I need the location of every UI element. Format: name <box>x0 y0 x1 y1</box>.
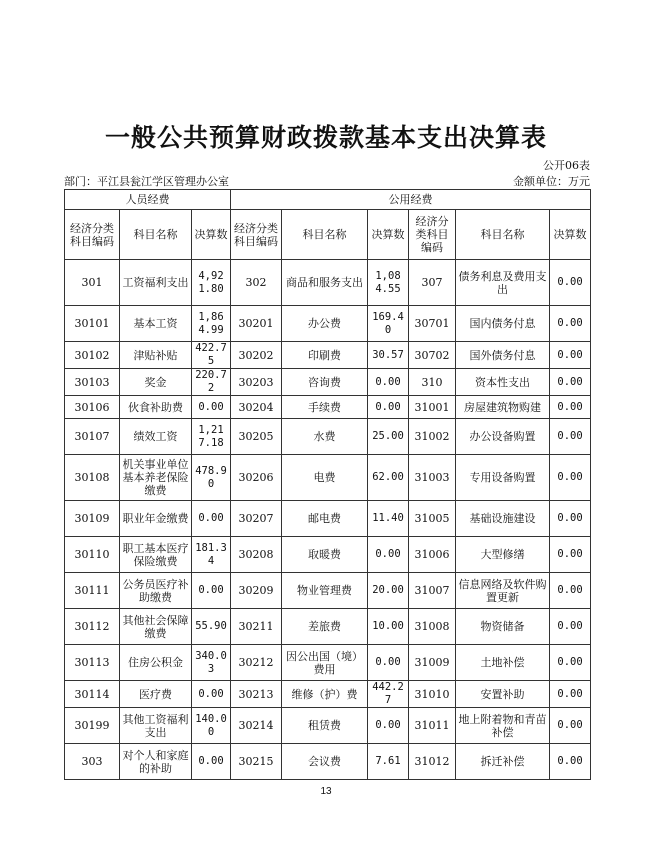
header-amount: 决算数 <box>550 210 591 260</box>
cell-name: 债务利息及费用支出 <box>456 260 550 306</box>
cell-code: 301 <box>65 260 120 306</box>
cell-name: 基本工资 <box>120 306 192 342</box>
cell-code: 303 <box>65 744 120 780</box>
cell-name: 拆迁补偿 <box>456 744 550 780</box>
cell-code: 31009 <box>409 645 456 681</box>
public-group-header: 公用经费 <box>231 190 591 210</box>
sheet-number: 公开06表 <box>543 159 590 172</box>
cell-amount: 0.00 <box>550 455 591 501</box>
cell-code: 30103 <box>65 369 120 396</box>
cell-amount: 20.00 <box>368 573 409 609</box>
cell-code: 31001 <box>409 396 456 419</box>
cell-amount: 0.00 <box>550 645 591 681</box>
table-row <box>65 396 591 419</box>
header-name: 科目名称 <box>120 210 192 260</box>
cell-amount: 1,864.99 <box>192 306 231 342</box>
cell-code: 31002 <box>409 419 456 455</box>
cell-amount: 0.00 <box>550 260 591 306</box>
cell-name: 信息网络及软件购置更新 <box>456 573 550 609</box>
cell-code: 31005 <box>409 501 456 537</box>
cell-name: 职工基本医疗保险缴费 <box>120 537 192 573</box>
cell-amount: 0.00 <box>368 396 409 419</box>
table-row <box>65 573 591 609</box>
cell-name: 物资储备 <box>456 609 550 645</box>
cell-name: 国内债务付息 <box>456 306 550 342</box>
cell-code: 30208 <box>231 537 282 573</box>
cell-name: 医疗费 <box>120 681 192 708</box>
cell-code: 30108 <box>65 455 120 501</box>
cell-code: 30215 <box>231 744 282 780</box>
cell-code: 31012 <box>409 744 456 780</box>
cell-code: 30110 <box>65 537 120 573</box>
cell-name: 商品和服务支出 <box>282 260 368 306</box>
table-row <box>65 342 591 369</box>
cell-amount: 30.57 <box>368 342 409 369</box>
table-row <box>65 681 591 708</box>
cell-code: 30206 <box>231 455 282 501</box>
cell-code: 30205 <box>231 419 282 455</box>
cell-code: 30209 <box>231 573 282 609</box>
cell-amount: 422.75 <box>192 342 231 369</box>
header-name: 科目名称 <box>456 210 550 260</box>
cell-name: 专用设备购置 <box>456 455 550 501</box>
column-header-row <box>65 210 591 260</box>
cell-name: 大型修缮 <box>456 537 550 573</box>
cell-code: 30207 <box>231 501 282 537</box>
cell-amount: 478.90 <box>192 455 231 501</box>
cell-code: 30101 <box>65 306 120 342</box>
department-label: 部门：平江县瓮江学区管理办公室 <box>64 175 229 188</box>
cell-code: 30113 <box>65 645 120 681</box>
cell-code: 31007 <box>409 573 456 609</box>
cell-code: 30109 <box>65 501 120 537</box>
cell-amount: 0.00 <box>550 708 591 744</box>
table-row <box>65 455 591 501</box>
cell-name: 住房公积金 <box>120 645 192 681</box>
cell-amount: 0.00 <box>192 573 231 609</box>
cell-name: 办公费 <box>282 306 368 342</box>
table-row <box>65 645 591 681</box>
cell-name: 伙食补助费 <box>120 396 192 419</box>
cell-name: 租赁费 <box>282 708 368 744</box>
cell-code: 30204 <box>231 396 282 419</box>
cell-code: 30702 <box>409 342 456 369</box>
cell-name: 公务员医疗补助缴费 <box>120 573 192 609</box>
cell-amount: 11.40 <box>368 501 409 537</box>
cell-name: 机关事业单位基本养老保险缴费 <box>120 455 192 501</box>
cell-name: 国外债务付息 <box>456 342 550 369</box>
cell-name: 地上附着物和青苗补偿 <box>456 708 550 744</box>
page-number: 13 <box>320 786 332 797</box>
cell-code: 31010 <box>409 681 456 708</box>
cell-name: 邮电费 <box>282 501 368 537</box>
cell-name: 维修（护）费 <box>282 681 368 708</box>
cell-amount: 0.00 <box>550 573 591 609</box>
cell-name: 电费 <box>282 455 368 501</box>
cell-amount: 181.34 <box>192 537 231 573</box>
cell-name: 差旅费 <box>282 609 368 645</box>
cell-name: 工资福利支出 <box>120 260 192 306</box>
cell-amount: 0.00 <box>550 369 591 396</box>
cell-amount: 25.00 <box>368 419 409 455</box>
cell-code: 310 <box>409 369 456 396</box>
cell-code: 30214 <box>231 708 282 744</box>
cell-name: 职业年金缴费 <box>120 501 192 537</box>
table-row <box>65 419 591 455</box>
header-code: 经济分类科目编码 <box>65 210 120 260</box>
cell-name: 对个人和家庭的补助 <box>120 744 192 780</box>
cell-code: 30114 <box>65 681 120 708</box>
cell-code: 30111 <box>65 573 120 609</box>
cell-amount: 0.00 <box>368 708 409 744</box>
cell-code: 30107 <box>65 419 120 455</box>
cell-name: 土地补偿 <box>456 645 550 681</box>
cell-amount: 0.00 <box>192 501 231 537</box>
cell-amount: 442.27 <box>368 681 409 708</box>
cell-amount: 140.00 <box>192 708 231 744</box>
group-header-row <box>65 190 591 210</box>
table-row <box>65 537 591 573</box>
cell-name: 其他社会保障缴费 <box>120 609 192 645</box>
header-code: 经济分类科目编码 <box>409 210 456 260</box>
cell-amount: 0.00 <box>192 744 231 780</box>
table-row <box>65 369 591 396</box>
cell-name: 奖金 <box>120 369 192 396</box>
cell-name: 其他工资福利支出 <box>120 708 192 744</box>
cell-code: 30112 <box>65 609 120 645</box>
cell-amount: 0.00 <box>550 537 591 573</box>
cell-name: 津贴补贴 <box>120 342 192 369</box>
personnel-group-header: 人员经费 <box>65 190 231 210</box>
cell-amount: 4,921.80 <box>192 260 231 306</box>
cell-name: 资本性支出 <box>456 369 550 396</box>
cell-amount: 1,084.55 <box>368 260 409 306</box>
table-row <box>65 501 591 537</box>
cell-name: 咨询费 <box>282 369 368 396</box>
cell-amount: 0.00 <box>550 681 591 708</box>
cell-code: 31008 <box>409 609 456 645</box>
cell-amount: 55.90 <box>192 609 231 645</box>
cell-name: 房屋建筑物购建 <box>456 396 550 419</box>
cell-code: 30106 <box>65 396 120 419</box>
cell-amount: 340.03 <box>192 645 231 681</box>
cell-amount: 10.00 <box>368 609 409 645</box>
cell-name: 取暖费 <box>282 537 368 573</box>
cell-code: 30211 <box>231 609 282 645</box>
cell-amount: 0.00 <box>368 369 409 396</box>
cell-amount: 1,217.18 <box>192 419 231 455</box>
header-amount: 决算数 <box>368 210 409 260</box>
cell-code: 30701 <box>409 306 456 342</box>
cell-amount: 0.00 <box>550 501 591 537</box>
header-code: 经济分类科目编码 <box>231 210 282 260</box>
cell-amount: 220.72 <box>192 369 231 396</box>
cell-amount: 169.40 <box>368 306 409 342</box>
cell-amount: 7.61 <box>368 744 409 780</box>
cell-amount: 0.00 <box>550 609 591 645</box>
header-name: 科目名称 <box>282 210 368 260</box>
cell-name: 因公出国（境）费用 <box>282 645 368 681</box>
cell-amount: 0.00 <box>550 306 591 342</box>
page-title: 一般公共预算财政拨款基本支出决算表 <box>104 123 547 152</box>
table-row <box>65 306 591 342</box>
cell-amount: 0.00 <box>550 342 591 369</box>
amount-unit-label: 金额单位：万元 <box>513 175 590 188</box>
cell-name: 安置补助 <box>456 681 550 708</box>
cell-name: 水费 <box>282 419 368 455</box>
cell-code: 30212 <box>231 645 282 681</box>
table-row <box>65 260 591 306</box>
cell-amount: 0.00 <box>368 645 409 681</box>
cell-code: 31006 <box>409 537 456 573</box>
cell-name: 物业管理费 <box>282 573 368 609</box>
cell-code: 30199 <box>65 708 120 744</box>
table-row <box>65 744 591 780</box>
cell-code: 302 <box>231 260 282 306</box>
cell-code: 307 <box>409 260 456 306</box>
header-amount: 决算数 <box>192 210 231 260</box>
cell-name: 会议费 <box>282 744 368 780</box>
cell-code: 30102 <box>65 342 120 369</box>
table-row <box>65 609 591 645</box>
cell-code: 30203 <box>231 369 282 396</box>
cell-amount: 0.00 <box>550 744 591 780</box>
cell-name: 办公设备购置 <box>456 419 550 455</box>
cell-code: 30202 <box>231 342 282 369</box>
cell-code: 30213 <box>231 681 282 708</box>
cell-amount: 0.00 <box>550 419 591 455</box>
cell-amount: 0.00 <box>550 396 591 419</box>
cell-amount: 0.00 <box>192 681 231 708</box>
cell-name: 手续费 <box>282 396 368 419</box>
table-row <box>65 708 591 744</box>
cell-amount: 62.00 <box>368 455 409 501</box>
cell-name: 基础设施建设 <box>456 501 550 537</box>
cell-amount: 0.00 <box>368 537 409 573</box>
cell-amount: 0.00 <box>192 396 231 419</box>
cell-code: 30201 <box>231 306 282 342</box>
budget-table <box>64 189 591 780</box>
cell-code: 31011 <box>409 708 456 744</box>
cell-name: 绩效工资 <box>120 419 192 455</box>
cell-code: 31003 <box>409 455 456 501</box>
cell-name: 印刷费 <box>282 342 368 369</box>
